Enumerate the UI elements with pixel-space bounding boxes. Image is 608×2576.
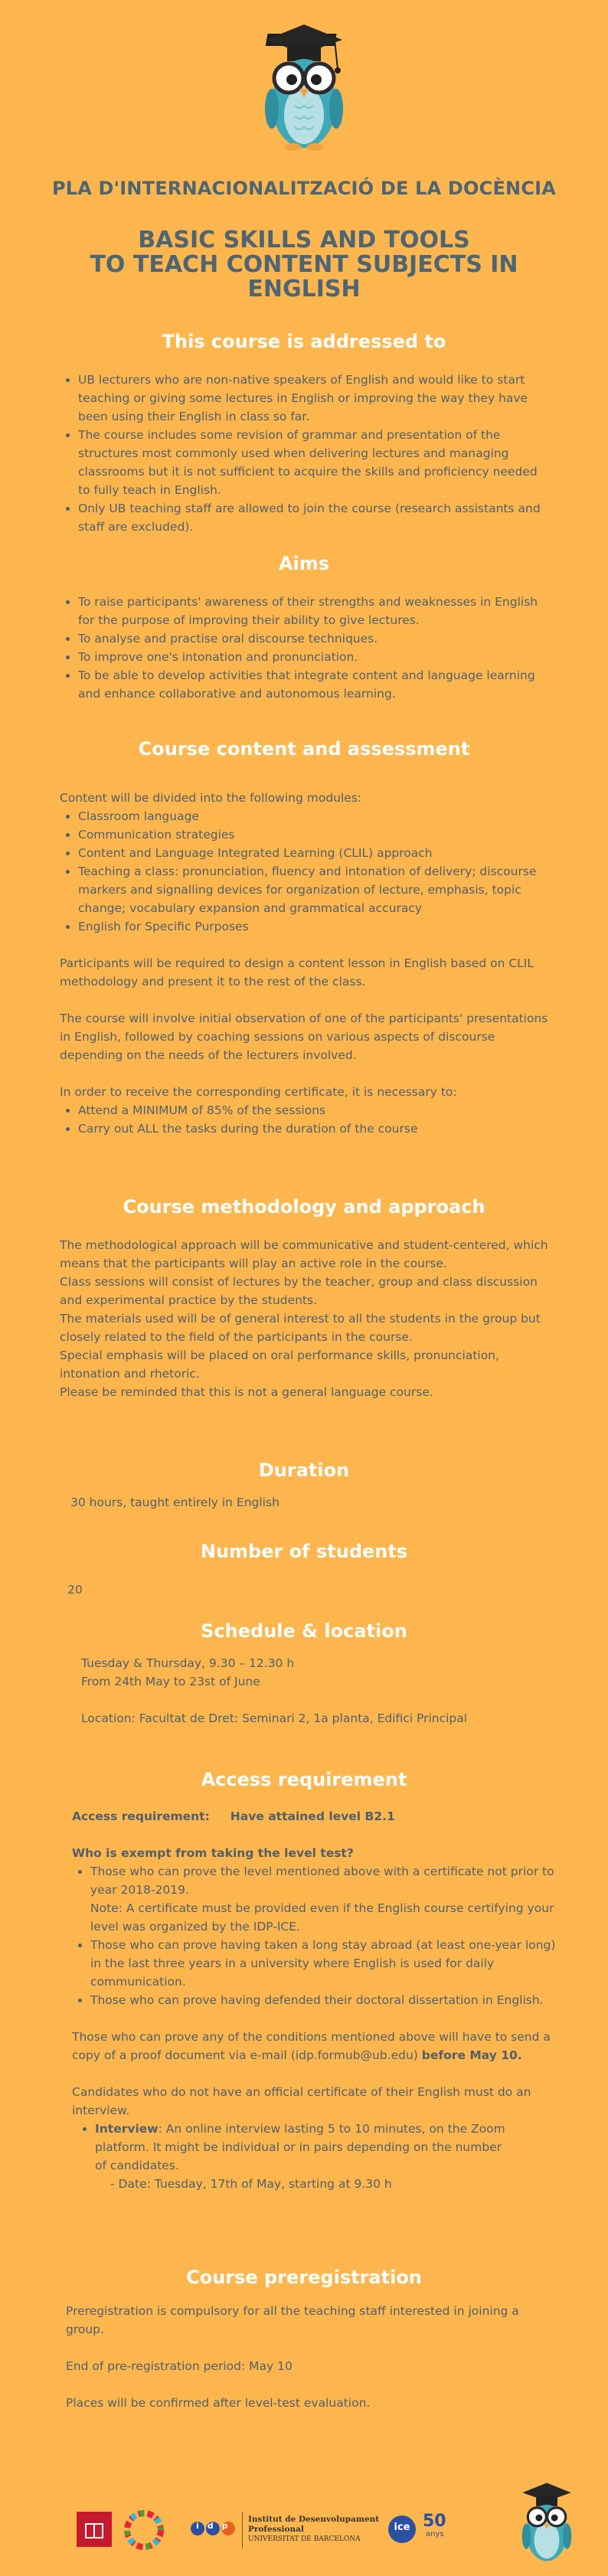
prereg-para-3: Places will be confirmed after level-test evaluation. <box>66 2396 371 2410</box>
methodology-heading: Course methodology and approach <box>123 1196 485 1218</box>
students-heading: Number of students <box>200 1541 408 1562</box>
proof-deadline: before May 10. <box>421 2048 522 2062</box>
access-requirement <box>72 1807 559 1826</box>
list-item: • To analyse and practise oral discourse techniques. <box>78 629 550 648</box>
addressed-heading: This course is addressed to <box>162 331 446 352</box>
methodology-line: Special emphasis will be placed on oral performance skills, pronunciation, intonation and rhetoric. <box>60 1348 499 1381</box>
title-line-2: TO TEACH CONTENT SUBJECTS IN <box>90 251 518 278</box>
list-item: • Classroom language <box>78 807 550 825</box>
content-para-2: The course will involve initial observation of one of the participants' presentations in English, followed by coaching sessions on various aspects of discourse depending on the needs of the lecturers involved. <box>60 1012 548 1062</box>
title-line-1: BASIC SKILLS AND TOOLS <box>138 227 470 253</box>
ub-name: UNIVERSITAT DE BARCELONA <box>248 2535 361 2543</box>
addressed-section <box>60 371 550 536</box>
access-value: Have attained level B2.1 <box>230 1809 395 1823</box>
years-label: anys <box>426 2530 444 2538</box>
interview-label: Interview <box>95 2122 159 2136</box>
duration-text: 30 hours, taught entirely in English <box>70 1496 279 1509</box>
schedule-dates: From 24th May to 23st of June <box>81 1675 260 1688</box>
content-section <box>60 789 550 1138</box>
access-section <box>72 1807 559 2193</box>
duration-heading: Duration <box>258 1460 350 1481</box>
list-item: • To raise participants' awareness of their strengths and weaknesses in English for the purpose of improving their ability to give lectures. <box>78 593 550 629</box>
proof-text: Those who can prove any of the conditions mentioned above will have to send a copy of a proof document via e-mail (idp.formub@ub.edu) <box>72 2030 551 2062</box>
program-title: PLA D'INTERNACIONALITZACIÓ DE LA DOCÈNCIA <box>51 178 557 199</box>
aims-section <box>60 593 550 703</box>
sdg-wheel-icon <box>124 2510 164 2550</box>
prereg-heading: Course preregistration <box>186 2267 422 2288</box>
list-item <box>90 1991 559 2009</box>
methodology-section <box>60 1236 550 1401</box>
content-intro: Content will be divided into the following modules: <box>60 791 362 805</box>
schedule-location: Location: Facultat de Dret: Seminari 2, 1a planta, Edifici Principal <box>81 1711 468 1725</box>
list-item: • English for Specific Purposes <box>78 917 550 936</box>
list-item: • Only UB teaching staff are allowed to join the course (research assistants and staff are excluded). <box>78 499 550 536</box>
exempt-question: Who is exempt from taking the level test? <box>72 1846 354 1860</box>
list-item: • To improve one's intonation and pronunciation. <box>78 648 550 666</box>
list-item: • To be able to develop activities that integrate content and language learning and enhance collaborative and autonomous learning. <box>78 666 550 703</box>
list-item: • The course includes some revision of grammar and presentation of the structures most commonly used when delivering lectures and managing classrooms but it is not sufficient to acquire the skills and proficiency needed to fully teach in English. <box>78 426 550 499</box>
footer-logos <box>0 2481 608 2576</box>
access-heading: Access requirement <box>201 1769 407 1790</box>
interview-date: - Date: Tuesday, 17th of May, starting at 9.30 h <box>110 2177 392 2191</box>
certificate-intro: In order to receive the corresponding certificate, it is necessary to: <box>60 1085 457 1099</box>
access-label: Access requirement: <box>72 1809 210 1823</box>
divider <box>242 2512 243 2548</box>
interview-text: : An online interview lasting 5 to 10 minutes, on the Zoom platform. It might be individual or in pairs depending on the number of candidates. <box>95 2122 505 2172</box>
list-item: • Communication strategies <box>78 825 550 844</box>
prereg-para-2: End of pre-registration period: May 10 <box>66 2359 293 2373</box>
list-item: • UB lecturers who are non-native speakers of English and would like to start teaching or giving some lectures in English or improving the way they have been using their English in class so far. <box>78 371 550 426</box>
title-line-3: ENGLISH <box>247 276 361 302</box>
methodology-line: Please be reminded that this is not a general language course. <box>60 1385 433 1399</box>
sdg-quality-education-icon <box>77 2512 112 2547</box>
content-para-1: Participants will be required to design a content lesson in English based on CLIL methodology and present it to the rest of the class. <box>60 956 534 989</box>
methodology-line: Class sessions will consist of lectures by the teacher, group and class discussion and experimental practice by the students. <box>60 1275 538 1307</box>
schedule-section <box>81 1654 571 1728</box>
course-title <box>0 228 608 302</box>
idp-name-2: Professional <box>248 2525 304 2534</box>
aims-heading: Aims <box>278 553 330 574</box>
exempt-note: Note: A certificate must be provided even if the English course certifying your level was organized by the IDP-ICE. <box>90 1901 554 1934</box>
idp-name: Institut de Desenvolupament <box>248 2515 380 2524</box>
prereg-section <box>66 2302 556 2412</box>
list-item: • Content and Language Integrated Learning (CLIL) approach <box>78 844 550 862</box>
list-item: • Teaching a class: pronunciation, fluency and intonation of delivery; discourse markers and signalling devices for organization of lecture, emphasis, topic change; vocabulary expansion and grammatical accuracy <box>78 862 550 917</box>
years-number: 50 <box>423 2512 446 2531</box>
ice-label: ice <box>394 2522 410 2533</box>
content-heading: Course content and assessment <box>138 738 470 760</box>
list-item <box>90 1936 559 1991</box>
schedule-heading: Schedule & location <box>201 1620 407 1642</box>
methodology-line: The methodological approach will be communicative and student-centered, which means that the participants will play an active role in the course. <box>60 1238 548 1270</box>
exempt-text: Those who can prove the level mentioned above with a certificate not prior to year 2018-2019. <box>90 1865 554 1897</box>
students-text: 20 <box>67 1583 83 1597</box>
interview-intro: Candidates who do not have an official certificate of their English must do an interview. <box>72 2085 531 2117</box>
schedule-days: Tuesday & Thursday, 9.30 – 12.30 h <box>81 1656 295 1670</box>
exempt-text: Those who can prove having defended their doctoral dissertation in English. <box>90 1993 544 2007</box>
owl-mascot-small-icon <box>518 2481 576 2565</box>
proof-paragraph <box>72 2028 559 2064</box>
exempt-text: Those who can prove having taken a long stay abroad (at least one-year long) in the last three years in a university where English is used for daily communication. <box>90 1938 556 1989</box>
idp-name-block <box>248 2515 379 2545</box>
methodology-line: The materials used will be of general interest to all the students in the group but closely related to the field of the participants in the course. <box>60 1312 541 1344</box>
idp-short: idp <box>196 2521 237 2531</box>
list-item: • Attend a MINIMUM of 85% of the sessions <box>78 1101 550 1120</box>
prereg-para-1: Preregistration is compulsory for all the teaching staff interested in joining a group. <box>66 2304 519 2336</box>
owl-mascot-icon <box>258 23 350 153</box>
list-item: • Carry out ALL the tasks during the duration of the course <box>78 1120 550 1138</box>
list-item <box>90 1862 559 1936</box>
list-item <box>95 2120 559 2193</box>
